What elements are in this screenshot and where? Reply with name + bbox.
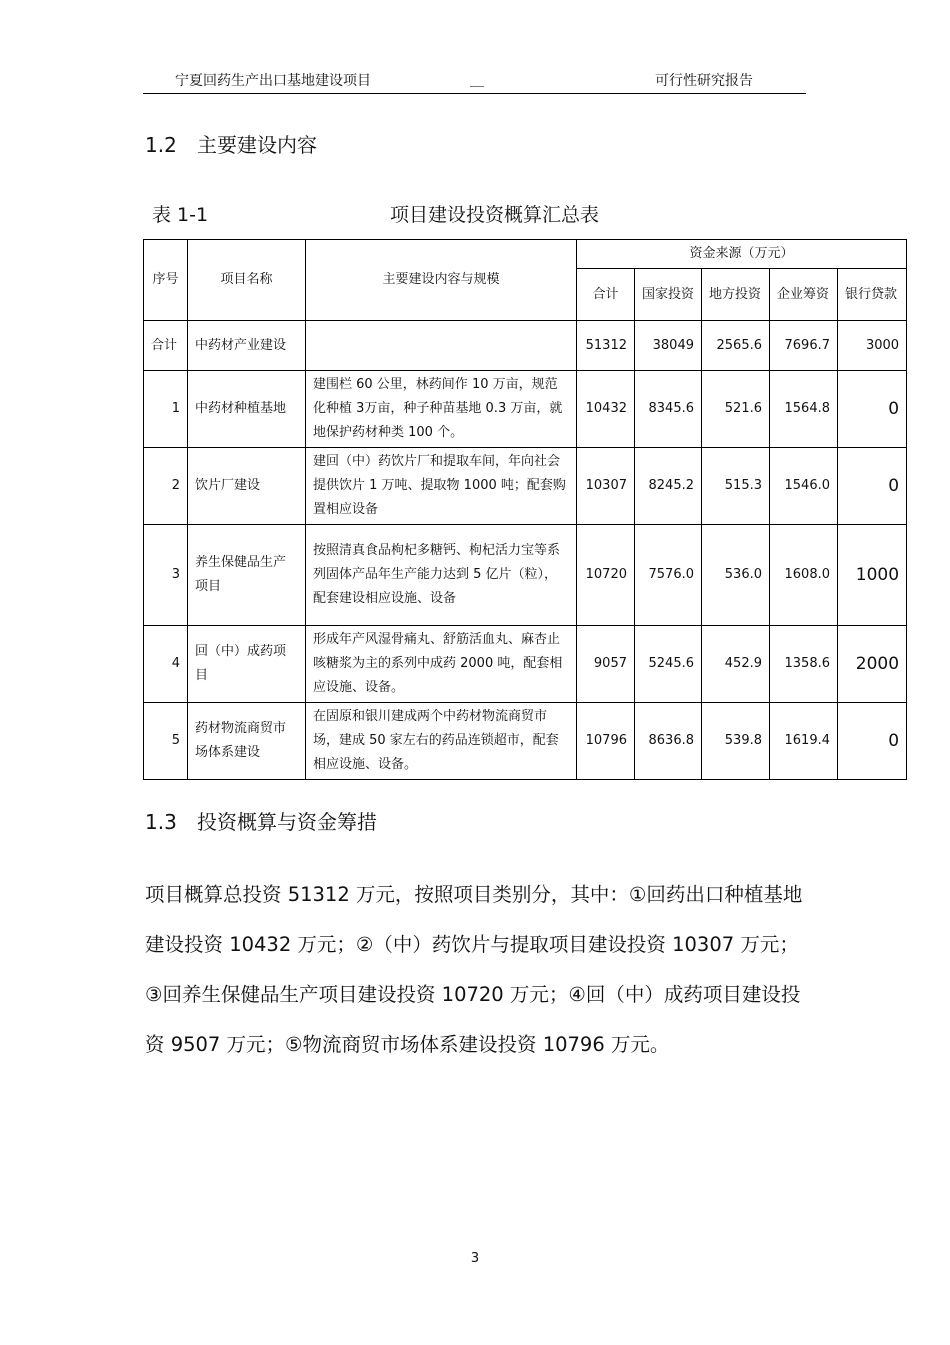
cell-name: 养生保健品生产项目 [188,525,306,626]
investment-summary-table [143,239,907,780]
cell-local: 521.6 [702,371,770,448]
cell-bank: 0 [838,703,907,780]
paragraph-text: 项目概算总投资 51312 万元，按照项目类别分，其中：①回药出口种植基地建设投资 10432 万元；②（中）药饮片与提取项目建设投资 10307 万元；③回养生保健品生产项目建设投资 10720 万元；④回（中）成药项目建设投资 9507 万元；⑤物流商贸市场体系建设投资 10796 万元。 [145,883,803,1056]
cell-content: 建围栏 60 公里，林药间作 10 万亩，规范化种植 3万亩，种子种苗基地 0.3 万亩，就地保护药材种类 100 个。 [306,371,577,448]
cell-name: 中药材种植基地 [188,371,306,448]
cell-local: 536.0 [702,525,770,626]
header-left-title: 宁夏回药生产出口基地建设项目 [175,73,371,89]
cell-national: 8345.6 [635,371,702,448]
cell-local: 515.3 [702,448,770,525]
cell-total: 10796 [577,703,635,780]
header-rule [143,93,806,94]
table-row [144,626,907,703]
header-seq: 序号 [144,240,188,321]
section-title: 主要建设内容 [197,133,317,157]
header-funding-source: 资金来源（万元） [577,240,907,269]
cell-name: 中药材产业建设 [188,321,306,371]
cell-national: 38049 [635,321,702,371]
header-total: 合计 [577,269,635,321]
table-caption-title: 项目建设投资概算汇总表 [390,204,600,226]
table-row [144,525,907,626]
cell-bank: 1000 [838,525,907,626]
header-bank: 银行贷款 [838,269,907,321]
cell-bank: 2000 [838,626,907,703]
cell-content: 按照清真食品枸杞多糖钙、枸杞活力宝等系列固体产品年生产能力达到 5 亿片（粒），配套建设相应设施、设备 [306,525,577,626]
cell-name: 回（中）成药项目 [188,626,306,703]
cell-national: 8636.8 [635,703,702,780]
cell-enterprise: 1619.4 [770,703,838,780]
cell-name: 药材物流商贸市场体系建设 [188,703,306,780]
cell-content: 建回（中）药饮片厂和提取车间，年向社会提供饮片 1 万吨、提取物 1000 吨；配套购置相应设备 [306,448,577,525]
header-right-title: 可行性研究报告 [655,73,753,89]
table-caption-number: 表 1-1 [152,204,209,226]
cell-seq: 3 [144,525,188,626]
section-heading-1-3 [145,806,377,835]
cell-enterprise: 1546.0 [770,448,838,525]
cell-content: 在固原和银川建成两个中药材物流商贸市场，建成 50 家左右的药品连锁超市，配套相应设施、设备。 [306,703,577,780]
cell-enterprise: 1358.6 [770,626,838,703]
investment-paragraph [145,870,815,1070]
header-content: 主要建设内容与规模 [306,240,577,321]
cell-bank: 0 [838,371,907,448]
header-national: 国家投资 [635,269,702,321]
header-underscore-mark: ＿ [470,73,484,89]
cell-total: 10720 [577,525,635,626]
table-header-row [144,240,907,269]
page-number: 3 [470,1251,480,1266]
cell-bank: 0 [838,448,907,525]
header-name: 项目名称 [188,240,306,321]
cell-local: 452.9 [702,626,770,703]
cell-national: 5245.6 [635,626,702,703]
cell-enterprise: 7696.7 [770,321,838,371]
cell-content: 形成年产风湿骨痛丸、舒筋活血丸、麻杏止咳糖浆为主的系列中成药 2000 吨，配套相应设施、设备。 [306,626,577,703]
cell-enterprise: 1608.0 [770,525,838,626]
section-number: 1.3 [145,810,177,834]
cell-name: 饮片厂建设 [188,448,306,525]
cell-total: 10307 [577,448,635,525]
cell-local: 539.8 [702,703,770,780]
cell-seq: 合计 [144,321,188,371]
header-enterprise: 企业筹资 [770,269,838,321]
section-title: 投资概算与资金筹措 [197,810,377,834]
cell-bank: 3000 [838,321,907,371]
cell-seq: 4 [144,626,188,703]
table-row [144,448,907,525]
table-row [144,703,907,780]
table-row [144,371,907,448]
cell-national: 8245.2 [635,448,702,525]
table-row-summary [144,321,907,371]
cell-total: 10432 [577,371,635,448]
section-heading-1-2 [145,129,317,158]
cell-seq: 5 [144,703,188,780]
cell-total: 51312 [577,321,635,371]
cell-enterprise: 1564.8 [770,371,838,448]
cell-total: 9057 [577,626,635,703]
header-local: 地方投资 [702,269,770,321]
section-number: 1.2 [145,133,177,157]
cell-content [306,321,577,371]
cell-national: 7576.0 [635,525,702,626]
cell-seq: 2 [144,448,188,525]
cell-seq: 1 [144,371,188,448]
cell-local: 2565.6 [702,321,770,371]
